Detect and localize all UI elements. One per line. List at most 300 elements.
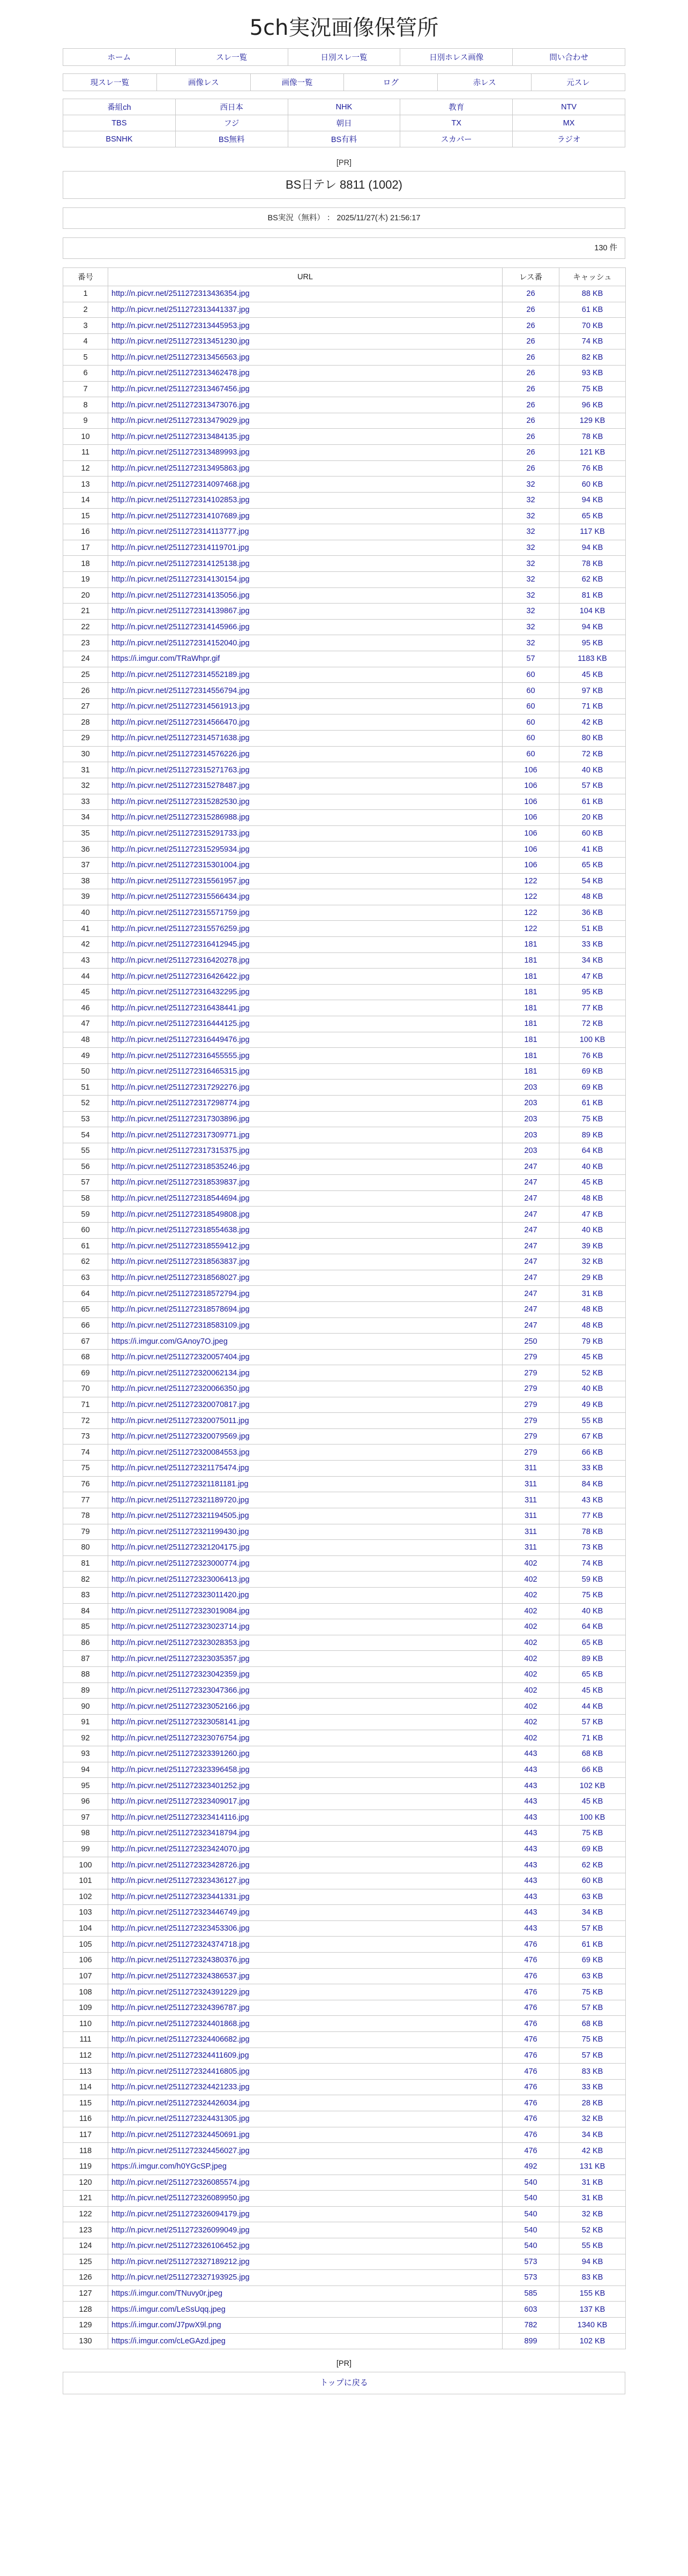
res-number-link[interactable]: 181 [503, 936, 559, 952]
cache-size-link[interactable]: 63 KB [559, 1968, 626, 1984]
cache-size-link[interactable]: 54 KB [559, 873, 626, 889]
image-url-link[interactable]: http://n.picvr.net/2511272318568027.jpg [108, 1270, 503, 1286]
res-number-link[interactable]: 26 [503, 381, 559, 397]
cache-size-link[interactable]: 77 KB [559, 1508, 626, 1524]
channel-link[interactable]: NTV [513, 99, 625, 115]
res-number-link[interactable]: 247 [503, 1207, 559, 1223]
cache-size-link[interactable]: 79 KB [559, 1334, 626, 1350]
channel-link[interactable]: BS有料 [288, 131, 400, 147]
res-number-link[interactable]: 32 [503, 604, 559, 620]
res-number-link[interactable]: 603 [503, 2302, 559, 2318]
image-url-link[interactable]: http://n.picvr.net/2511272320066350.jpg [108, 1381, 503, 1397]
image-url-link[interactable]: http://n.picvr.net/2511272323446749.jpg [108, 1905, 503, 1921]
nav-daily-images[interactable]: 日別ホレス画像 [400, 49, 513, 66]
cache-size-link[interactable]: 31 KB [559, 2175, 626, 2191]
image-url-link[interactable]: https://i.imgur.com/TRaWhpr.gif [108, 651, 503, 667]
image-url-link[interactable]: http://n.picvr.net/2511272314576226.jpg [108, 746, 503, 762]
back-to-top-button[interactable]: トップに戻る [63, 2372, 625, 2394]
res-number-link[interactable]: 247 [503, 1302, 559, 1318]
image-url-link[interactable]: http://n.picvr.net/2511272324380376.jpg [108, 1952, 503, 1968]
cache-size-link[interactable]: 47 KB [559, 1207, 626, 1223]
res-number-link[interactable]: 122 [503, 905, 559, 921]
image-url-link[interactable]: http://n.picvr.net/2511272316465315.jpg [108, 1063, 503, 1079]
cache-size-link[interactable]: 44 KB [559, 1699, 626, 1715]
image-url-link[interactable]: http://n.picvr.net/2511272318583109.jpg [108, 1317, 503, 1334]
cache-size-link[interactable]: 40 KB [559, 1381, 626, 1397]
cache-size-link[interactable]: 75 KB [559, 2032, 626, 2048]
cache-size-link[interactable]: 80 KB [559, 731, 626, 747]
res-number-link[interactable]: 540 [503, 2175, 559, 2191]
nav-current-threads[interactable]: 現スレ一覧 [63, 74, 157, 91]
res-number-link[interactable]: 106 [503, 794, 559, 810]
image-url-link[interactable]: http://n.picvr.net/2511272316426422.jpg [108, 969, 503, 985]
res-number-link[interactable]: 402 [503, 1714, 559, 1730]
image-url-link[interactable]: http://n.picvr.net/2511272317292276.jpg [108, 1079, 503, 1096]
res-number-link[interactable]: 279 [503, 1349, 559, 1365]
image-url-link[interactable]: http://n.picvr.net/2511272315282530.jpg [108, 794, 503, 810]
image-url-link[interactable]: http://n.picvr.net/2511272315271763.jpg [108, 762, 503, 778]
cache-size-link[interactable]: 39 KB [559, 1238, 626, 1254]
image-url-link[interactable]: http://n.picvr.net/2511272315301004.jpg [108, 857, 503, 873]
res-number-link[interactable]: 782 [503, 2318, 559, 2334]
cache-size-link[interactable]: 32 KB [559, 1254, 626, 1270]
image-url-link[interactable]: http://n.picvr.net/2511272323409017.jpg [108, 1793, 503, 1810]
nav-image-res[interactable]: 画像レス [156, 74, 250, 91]
res-number-link[interactable]: 181 [503, 969, 559, 985]
res-number-link[interactable]: 60 [503, 683, 559, 699]
res-number-link[interactable]: 247 [503, 1254, 559, 1270]
cache-size-link[interactable]: 72 KB [559, 1016, 626, 1032]
image-url-link[interactable]: http://n.picvr.net/2511272327189212.jpg [108, 2254, 503, 2270]
image-url-link[interactable]: http://n.picvr.net/2511272313479029.jpg [108, 413, 503, 429]
nav-image-list[interactable]: 画像一覧 [250, 74, 344, 91]
res-number-link[interactable]: 279 [503, 1381, 559, 1397]
cache-size-link[interactable]: 83 KB [559, 2064, 626, 2080]
res-number-link[interactable]: 181 [503, 1063, 559, 1079]
res-number-link[interactable]: 573 [503, 2254, 559, 2270]
image-url-link[interactable]: http://n.picvr.net/2511272316412945.jpg [108, 936, 503, 952]
res-number-link[interactable]: 247 [503, 1286, 559, 1302]
cache-size-link[interactable]: 33 KB [559, 1461, 626, 1477]
res-number-link[interactable]: 106 [503, 810, 559, 826]
image-url-link[interactable]: http://n.picvr.net/2511272315278487.jpg [108, 778, 503, 794]
res-number-link[interactable]: 402 [503, 1730, 559, 1746]
res-number-link[interactable]: 106 [503, 825, 559, 842]
res-number-link[interactable]: 476 [503, 2048, 559, 2064]
res-number-link[interactable]: 181 [503, 1048, 559, 1064]
cache-size-link[interactable]: 45 KB [559, 667, 626, 683]
image-url-link[interactable]: http://n.picvr.net/2511272321181181.jpg [108, 1476, 503, 1492]
channel-link[interactable]: フジ [175, 115, 288, 131]
cache-size-link[interactable]: 48 KB [559, 1302, 626, 1318]
cache-size-link[interactable]: 40 KB [559, 1603, 626, 1619]
cache-size-link[interactable]: 60 KB [559, 477, 626, 493]
cache-size-link[interactable]: 57 KB [559, 1714, 626, 1730]
image-url-link[interactable]: http://n.picvr.net/2511272313484135.jpg [108, 429, 503, 445]
image-url-link[interactable]: http://n.picvr.net/2511272314139867.jpg [108, 604, 503, 620]
site-title[interactable]: 5ch実況画像保管所 [249, 16, 439, 40]
res-number-link[interactable]: 181 [503, 1000, 559, 1016]
cache-size-link[interactable]: 62 KB [559, 571, 626, 587]
cache-size-link[interactable]: 104 KB [559, 604, 626, 620]
channel-link[interactable]: TBS [63, 115, 176, 131]
cache-size-link[interactable]: 100 KB [559, 1810, 626, 1826]
res-number-link[interactable]: 26 [503, 445, 559, 461]
image-url-link[interactable]: http://n.picvr.net/2511272315561957.jpg [108, 873, 503, 889]
res-number-link[interactable]: 402 [503, 1572, 559, 1588]
res-number-link[interactable]: 311 [503, 1524, 559, 1540]
cache-size-link[interactable]: 67 KB [559, 1428, 626, 1445]
cache-size-link[interactable]: 121 KB [559, 445, 626, 461]
image-url-link[interactable]: http://n.picvr.net/2511272324391229.jpg [108, 1984, 503, 2000]
cache-size-link[interactable]: 55 KB [559, 1413, 626, 1429]
cache-size-link[interactable]: 94 KB [559, 540, 626, 556]
image-url-link[interactable]: http://n.picvr.net/2511272314107689.jpg [108, 508, 503, 524]
channel-link[interactable]: NHK [288, 99, 400, 115]
cache-size-link[interactable]: 32 KB [559, 2111, 626, 2127]
cache-size-link[interactable]: 89 KB [559, 1127, 626, 1143]
image-url-link[interactable]: http://n.picvr.net/2511272315566434.jpg [108, 889, 503, 905]
cache-size-link[interactable]: 78 KB [559, 1524, 626, 1540]
res-number-link[interactable]: 443 [503, 1778, 559, 1794]
res-number-link[interactable]: 181 [503, 952, 559, 969]
image-url-link[interactable]: http://n.picvr.net/2511272320075011.jpg [108, 1413, 503, 1429]
cache-size-link[interactable]: 64 KB [559, 1143, 626, 1159]
res-number-link[interactable]: 203 [503, 1127, 559, 1143]
image-url-link[interactable]: http://n.picvr.net/2511272314135056.jpg [108, 587, 503, 604]
cache-size-link[interactable]: 76 KB [559, 460, 626, 477]
image-url-link[interactable]: http://n.picvr.net/2511272314552189.jpg [108, 667, 503, 683]
res-number-link[interactable]: 402 [503, 1619, 559, 1635]
image-url-link[interactable]: http://n.picvr.net/2511272315286988.jpg [108, 810, 503, 826]
res-number-link[interactable]: 443 [503, 1857, 559, 1873]
cache-size-link[interactable]: 49 KB [559, 1397, 626, 1413]
image-url-link[interactable]: http://n.picvr.net/2511272324426034.jpg [108, 2095, 503, 2111]
cache-size-link[interactable]: 61 KB [559, 302, 626, 318]
cache-size-link[interactable]: 94 KB [559, 619, 626, 635]
cache-size-link[interactable]: 88 KB [559, 286, 626, 302]
image-url-link[interactable]: http://n.picvr.net/2511272317315375.jpg [108, 1143, 503, 1159]
image-url-link[interactable]: http://n.picvr.net/2511272323028353.jpg [108, 1635, 503, 1651]
cache-size-link[interactable]: 66 KB [559, 1762, 626, 1778]
image-url-link[interactable]: http://n.picvr.net/2511272327193925.jpg [108, 2270, 503, 2286]
cache-size-link[interactable]: 155 KB [559, 2285, 626, 2302]
image-url-link[interactable]: http://n.picvr.net/2511272323428726.jpg [108, 1857, 503, 1873]
res-number-link[interactable]: 279 [503, 1413, 559, 1429]
cache-size-link[interactable]: 65 KB [559, 1635, 626, 1651]
res-number-link[interactable]: 279 [503, 1365, 559, 1381]
res-number-link[interactable]: 443 [503, 1905, 559, 1921]
res-number-link[interactable]: 60 [503, 731, 559, 747]
image-url-link[interactable]: http://n.picvr.net/2511272316420278.jpg [108, 952, 503, 969]
nav-red-res[interactable]: 赤レス [438, 74, 532, 91]
cache-size-link[interactable]: 60 KB [559, 1873, 626, 1889]
cache-size-link[interactable]: 45 KB [559, 1349, 626, 1365]
cache-size-link[interactable]: 76 KB [559, 1048, 626, 1064]
res-number-link[interactable]: 203 [503, 1096, 559, 1112]
image-url-link[interactable]: https://i.imgur.com/J7pwX9l.png [108, 2318, 503, 2334]
res-number-link[interactable]: 32 [503, 635, 559, 651]
image-url-link[interactable]: http://n.picvr.net/2511272318563837.jpg [108, 1254, 503, 1270]
res-number-link[interactable]: 32 [503, 508, 559, 524]
cache-size-link[interactable]: 1183 KB [559, 651, 626, 667]
image-url-link[interactable]: http://n.picvr.net/2511272318554638.jpg [108, 1222, 503, 1238]
res-number-link[interactable]: 106 [503, 842, 559, 858]
res-number-link[interactable]: 476 [503, 1984, 559, 2000]
res-number-link[interactable]: 402 [503, 1682, 559, 1699]
res-number-link[interactable]: 122 [503, 873, 559, 889]
cache-size-link[interactable]: 57 KB [559, 778, 626, 794]
res-number-link[interactable]: 402 [503, 1603, 559, 1619]
res-number-link[interactable]: 32 [503, 540, 559, 556]
res-number-link[interactable]: 573 [503, 2270, 559, 2286]
cache-size-link[interactable]: 51 KB [559, 921, 626, 937]
res-number-link[interactable]: 311 [503, 1476, 559, 1492]
image-url-link[interactable]: https://i.imgur.com/GAnoy7O.jpeg [108, 1334, 503, 1350]
cache-size-link[interactable]: 29 KB [559, 1270, 626, 1286]
cache-size-link[interactable]: 1340 KB [559, 2318, 626, 2334]
res-number-link[interactable]: 26 [503, 413, 559, 429]
res-number-link[interactable]: 476 [503, 1952, 559, 1968]
res-number-link[interactable]: 60 [503, 667, 559, 683]
res-number-link[interactable]: 443 [503, 1889, 559, 1905]
res-number-link[interactable]: 279 [503, 1445, 559, 1461]
cache-size-link[interactable]: 48 KB [559, 1317, 626, 1334]
image-url-link[interactable]: http://n.picvr.net/2511272314571638.jpg [108, 731, 503, 747]
cache-size-link[interactable]: 34 KB [559, 2127, 626, 2143]
image-url-link[interactable]: http://n.picvr.net/2511272313462478.jpg [108, 366, 503, 382]
cache-size-link[interactable]: 100 KB [559, 1032, 626, 1048]
res-number-link[interactable]: 247 [503, 1238, 559, 1254]
res-number-link[interactable]: 181 [503, 1016, 559, 1032]
res-number-link[interactable]: 203 [503, 1079, 559, 1096]
res-number-link[interactable]: 106 [503, 857, 559, 873]
nav-contact[interactable]: 問い合わせ [513, 49, 625, 66]
image-url-link[interactable]: http://n.picvr.net/2511272324450691.jpg [108, 2127, 503, 2143]
image-url-link[interactable]: http://n.picvr.net/2511272323418794.jpg [108, 1826, 503, 1842]
cache-size-link[interactable]: 20 KB [559, 810, 626, 826]
image-url-link[interactable]: http://n.picvr.net/2511272326094179.jpg [108, 2206, 503, 2222]
cache-size-link[interactable]: 40 KB [559, 762, 626, 778]
cache-size-link[interactable]: 96 KB [559, 397, 626, 413]
cache-size-link[interactable]: 33 KB [559, 2079, 626, 2095]
image-url-link[interactable]: http://n.picvr.net/2511272321175474.jpg [108, 1461, 503, 1477]
res-number-link[interactable]: 203 [503, 1111, 559, 1127]
res-number-link[interactable]: 203 [503, 1143, 559, 1159]
res-number-link[interactable]: 250 [503, 1334, 559, 1350]
cache-size-link[interactable]: 40 KB [559, 1222, 626, 1238]
image-url-link[interactable]: http://n.picvr.net/2511272314113777.jpg [108, 524, 503, 540]
cache-size-link[interactable]: 69 KB [559, 1841, 626, 1857]
res-number-link[interactable]: 311 [503, 1540, 559, 1556]
res-number-link[interactable]: 492 [503, 2158, 559, 2175]
cache-size-link[interactable]: 117 KB [559, 524, 626, 540]
image-url-link[interactable]: https://i.imgur.com/LeSsUqq.jpeg [108, 2302, 503, 2318]
image-url-link[interactable]: http://n.picvr.net/2511272315291733.jpg [108, 825, 503, 842]
image-url-link[interactable]: http://n.picvr.net/2511272320079569.jpg [108, 1428, 503, 1445]
cache-size-link[interactable]: 69 KB [559, 1063, 626, 1079]
image-url-link[interactable]: http://n.picvr.net/2511272324386537.jpg [108, 1968, 503, 1984]
cache-size-link[interactable]: 75 KB [559, 381, 626, 397]
channel-link[interactable]: スカパー [400, 131, 513, 147]
image-url-link[interactable]: http://n.picvr.net/2511272320062134.jpg [108, 1365, 503, 1381]
cache-size-link[interactable]: 36 KB [559, 905, 626, 921]
cache-size-link[interactable]: 28 KB [559, 2095, 626, 2111]
image-url-link[interactable]: http://n.picvr.net/2511272318578694.jpg [108, 1302, 503, 1318]
image-url-link[interactable]: http://n.picvr.net/2511272324401868.jpg [108, 2016, 503, 2032]
image-url-link[interactable]: http://n.picvr.net/2511272313473076.jpg [108, 397, 503, 413]
image-url-link[interactable]: http://n.picvr.net/2511272323023714.jpg [108, 1619, 503, 1635]
res-number-link[interactable]: 402 [503, 1635, 559, 1651]
res-number-link[interactable]: 476 [503, 1937, 559, 1953]
image-url-link[interactable]: https://i.imgur.com/cLeGAzd.jpeg [108, 2333, 503, 2349]
res-number-link[interactable]: 26 [503, 286, 559, 302]
res-number-link[interactable]: 32 [503, 492, 559, 508]
image-url-link[interactable]: http://n.picvr.net/2511272323047366.jpg [108, 1682, 503, 1699]
res-number-link[interactable]: 181 [503, 1032, 559, 1048]
res-number-link[interactable]: 26 [503, 460, 559, 477]
cache-size-link[interactable]: 129 KB [559, 413, 626, 429]
image-url-link[interactable]: https://i.imgur.com/TNuvy0r.jpeg [108, 2285, 503, 2302]
cache-size-link[interactable]: 32 KB [559, 2206, 626, 2222]
cache-size-link[interactable]: 69 KB [559, 1079, 626, 1096]
channel-link[interactable]: 西日本 [175, 99, 288, 115]
cache-size-link[interactable]: 45 KB [559, 1175, 626, 1191]
image-url-link[interactable]: http://n.picvr.net/2511272323042359.jpg [108, 1667, 503, 1683]
image-url-link[interactable]: http://n.picvr.net/2511272324416805.jpg [108, 2064, 503, 2080]
res-number-link[interactable]: 279 [503, 1428, 559, 1445]
image-url-link[interactable]: http://n.picvr.net/2511272324431305.jpg [108, 2111, 503, 2127]
res-number-link[interactable]: 247 [503, 1159, 559, 1175]
image-url-link[interactable]: http://n.picvr.net/2511272326099049.jpg [108, 2222, 503, 2238]
image-url-link[interactable]: http://n.picvr.net/2511272313495863.jpg [108, 460, 503, 477]
res-number-link[interactable]: 26 [503, 333, 559, 349]
image-url-link[interactable]: http://n.picvr.net/2511272323076754.jpg [108, 1730, 503, 1746]
cache-size-link[interactable]: 75 KB [559, 1826, 626, 1842]
cache-size-link[interactable]: 83 KB [559, 2270, 626, 2286]
res-number-link[interactable]: 476 [503, 2064, 559, 2080]
cache-size-link[interactable]: 34 KB [559, 952, 626, 969]
cache-size-link[interactable]: 57 KB [559, 1920, 626, 1937]
image-url-link[interactable]: http://n.picvr.net/2511272321189720.jpg [108, 1492, 503, 1508]
image-url-link[interactable]: http://n.picvr.net/2511272323414116.jpg [108, 1810, 503, 1826]
cache-size-link[interactable]: 78 KB [559, 429, 626, 445]
cache-size-link[interactable]: 73 KB [559, 1540, 626, 1556]
image-url-link[interactable]: http://n.picvr.net/2511272314102853.jpg [108, 492, 503, 508]
image-url-link[interactable]: http://n.picvr.net/2511272315295934.jpg [108, 842, 503, 858]
image-url-link[interactable]: http://n.picvr.net/2511272314097468.jpg [108, 477, 503, 493]
res-number-link[interactable]: 247 [503, 1175, 559, 1191]
res-number-link[interactable]: 443 [503, 1793, 559, 1810]
res-number-link[interactable]: 122 [503, 921, 559, 937]
cache-size-link[interactable]: 74 KB [559, 333, 626, 349]
image-url-link[interactable]: http://n.picvr.net/2511272324411609.jpg [108, 2048, 503, 2064]
res-number-link[interactable]: 476 [503, 2095, 559, 2111]
res-number-link[interactable]: 32 [503, 524, 559, 540]
cache-size-link[interactable]: 57 KB [559, 2048, 626, 2064]
cache-size-link[interactable]: 60 KB [559, 825, 626, 842]
image-url-link[interactable]: http://n.picvr.net/2511272314566470.jpg [108, 714, 503, 731]
image-url-link[interactable]: http://n.picvr.net/2511272323453306.jpg [108, 1920, 503, 1937]
res-number-link[interactable]: 26 [503, 302, 559, 318]
image-url-link[interactable]: http://n.picvr.net/2511272324374718.jpg [108, 1937, 503, 1953]
image-url-link[interactable]: http://n.picvr.net/2511272324396787.jpg [108, 2000, 503, 2016]
cache-size-link[interactable]: 68 KB [559, 2016, 626, 2032]
res-number-link[interactable]: 247 [503, 1317, 559, 1334]
image-url-link[interactable]: http://n.picvr.net/2511272324421233.jpg [108, 2079, 503, 2095]
cache-size-link[interactable]: 95 KB [559, 984, 626, 1000]
res-number-link[interactable]: 476 [503, 2111, 559, 2127]
image-url-link[interactable]: http://n.picvr.net/2511272313441337.jpg [108, 302, 503, 318]
res-number-link[interactable]: 476 [503, 1968, 559, 1984]
cache-size-link[interactable]: 68 KB [559, 1746, 626, 1762]
res-number-link[interactable]: 476 [503, 2032, 559, 2048]
res-number-link[interactable]: 443 [503, 1762, 559, 1778]
image-url-link[interactable]: http://n.picvr.net/2511272317298774.jpg [108, 1096, 503, 1112]
res-number-link[interactable]: 60 [503, 714, 559, 731]
res-number-link[interactable]: 60 [503, 746, 559, 762]
cache-size-link[interactable]: 61 KB [559, 1096, 626, 1112]
image-url-link[interactable]: http://n.picvr.net/2511272323436127.jpg [108, 1873, 503, 1889]
cache-size-link[interactable]: 72 KB [559, 746, 626, 762]
cache-size-link[interactable]: 48 KB [559, 1190, 626, 1207]
image-url-link[interactable]: http://n.picvr.net/2511272320070817.jpg [108, 1397, 503, 1413]
res-number-link[interactable]: 899 [503, 2333, 559, 2349]
image-url-link[interactable]: http://n.picvr.net/2511272323441331.jpg [108, 1889, 503, 1905]
cache-size-link[interactable]: 57 KB [559, 2000, 626, 2016]
res-number-link[interactable]: 443 [503, 1920, 559, 1937]
res-number-link[interactable]: 443 [503, 1810, 559, 1826]
image-url-link[interactable]: http://n.picvr.net/2511272313436354.jpg [108, 286, 503, 302]
image-url-link[interactable]: http://n.picvr.net/2511272320084553.jpg [108, 1445, 503, 1461]
image-url-link[interactable]: http://n.picvr.net/2511272324406682.jpg [108, 2032, 503, 2048]
image-url-link[interactable]: http://n.picvr.net/2511272316449476.jpg [108, 1032, 503, 1048]
image-url-link[interactable]: http://n.picvr.net/2511272326089950.jpg [108, 2191, 503, 2207]
res-number-link[interactable]: 106 [503, 778, 559, 794]
image-url-link[interactable]: http://n.picvr.net/2511272318544694.jpg [108, 1190, 503, 1207]
res-number-link[interactable]: 402 [503, 1699, 559, 1715]
res-number-link[interactable]: 443 [503, 1841, 559, 1857]
cache-size-link[interactable]: 75 KB [559, 1111, 626, 1127]
image-url-link[interactable]: http://n.picvr.net/2511272323058141.jpg [108, 1714, 503, 1730]
cache-size-link[interactable]: 97 KB [559, 683, 626, 699]
res-number-link[interactable]: 26 [503, 429, 559, 445]
res-number-link[interactable]: 476 [503, 2127, 559, 2143]
image-url-link[interactable]: http://n.picvr.net/2511272326106452.jpg [108, 2238, 503, 2254]
cache-size-link[interactable]: 84 KB [559, 1476, 626, 1492]
image-url-link[interactable]: http://n.picvr.net/2511272314145966.jpg [108, 619, 503, 635]
image-url-link[interactable]: http://n.picvr.net/2511272321204175.jpg [108, 1540, 503, 1556]
channel-link[interactable]: 教育 [400, 99, 513, 115]
cache-size-link[interactable]: 94 KB [559, 492, 626, 508]
image-url-link[interactable]: http://n.picvr.net/2511272326085574.jpg [108, 2175, 503, 2191]
res-number-link[interactable]: 476 [503, 2143, 559, 2159]
image-url-link[interactable]: http://n.picvr.net/2511272323011420.jpg [108, 1587, 503, 1603]
cache-size-link[interactable]: 89 KB [559, 1651, 626, 1667]
image-url-link[interactable]: http://n.picvr.net/2511272323035357.jpg [108, 1651, 503, 1667]
image-url-link[interactable]: http://n.picvr.net/2511272316455555.jpg [108, 1048, 503, 1064]
res-number-link[interactable]: 247 [503, 1222, 559, 1238]
res-number-link[interactable]: 279 [503, 1397, 559, 1413]
image-url-link[interactable]: http://n.picvr.net/2511272314130154.jpg [108, 571, 503, 587]
cache-size-link[interactable]: 64 KB [559, 1619, 626, 1635]
res-number-link[interactable]: 402 [503, 1587, 559, 1603]
res-number-link[interactable]: 540 [503, 2222, 559, 2238]
nav-thread-list[interactable]: スレ一覧 [175, 49, 288, 66]
channel-link[interactable]: TX [400, 115, 513, 131]
cache-size-link[interactable]: 40 KB [559, 1159, 626, 1175]
image-url-link[interactable]: http://n.picvr.net/2511272316432295.jpg [108, 984, 503, 1000]
